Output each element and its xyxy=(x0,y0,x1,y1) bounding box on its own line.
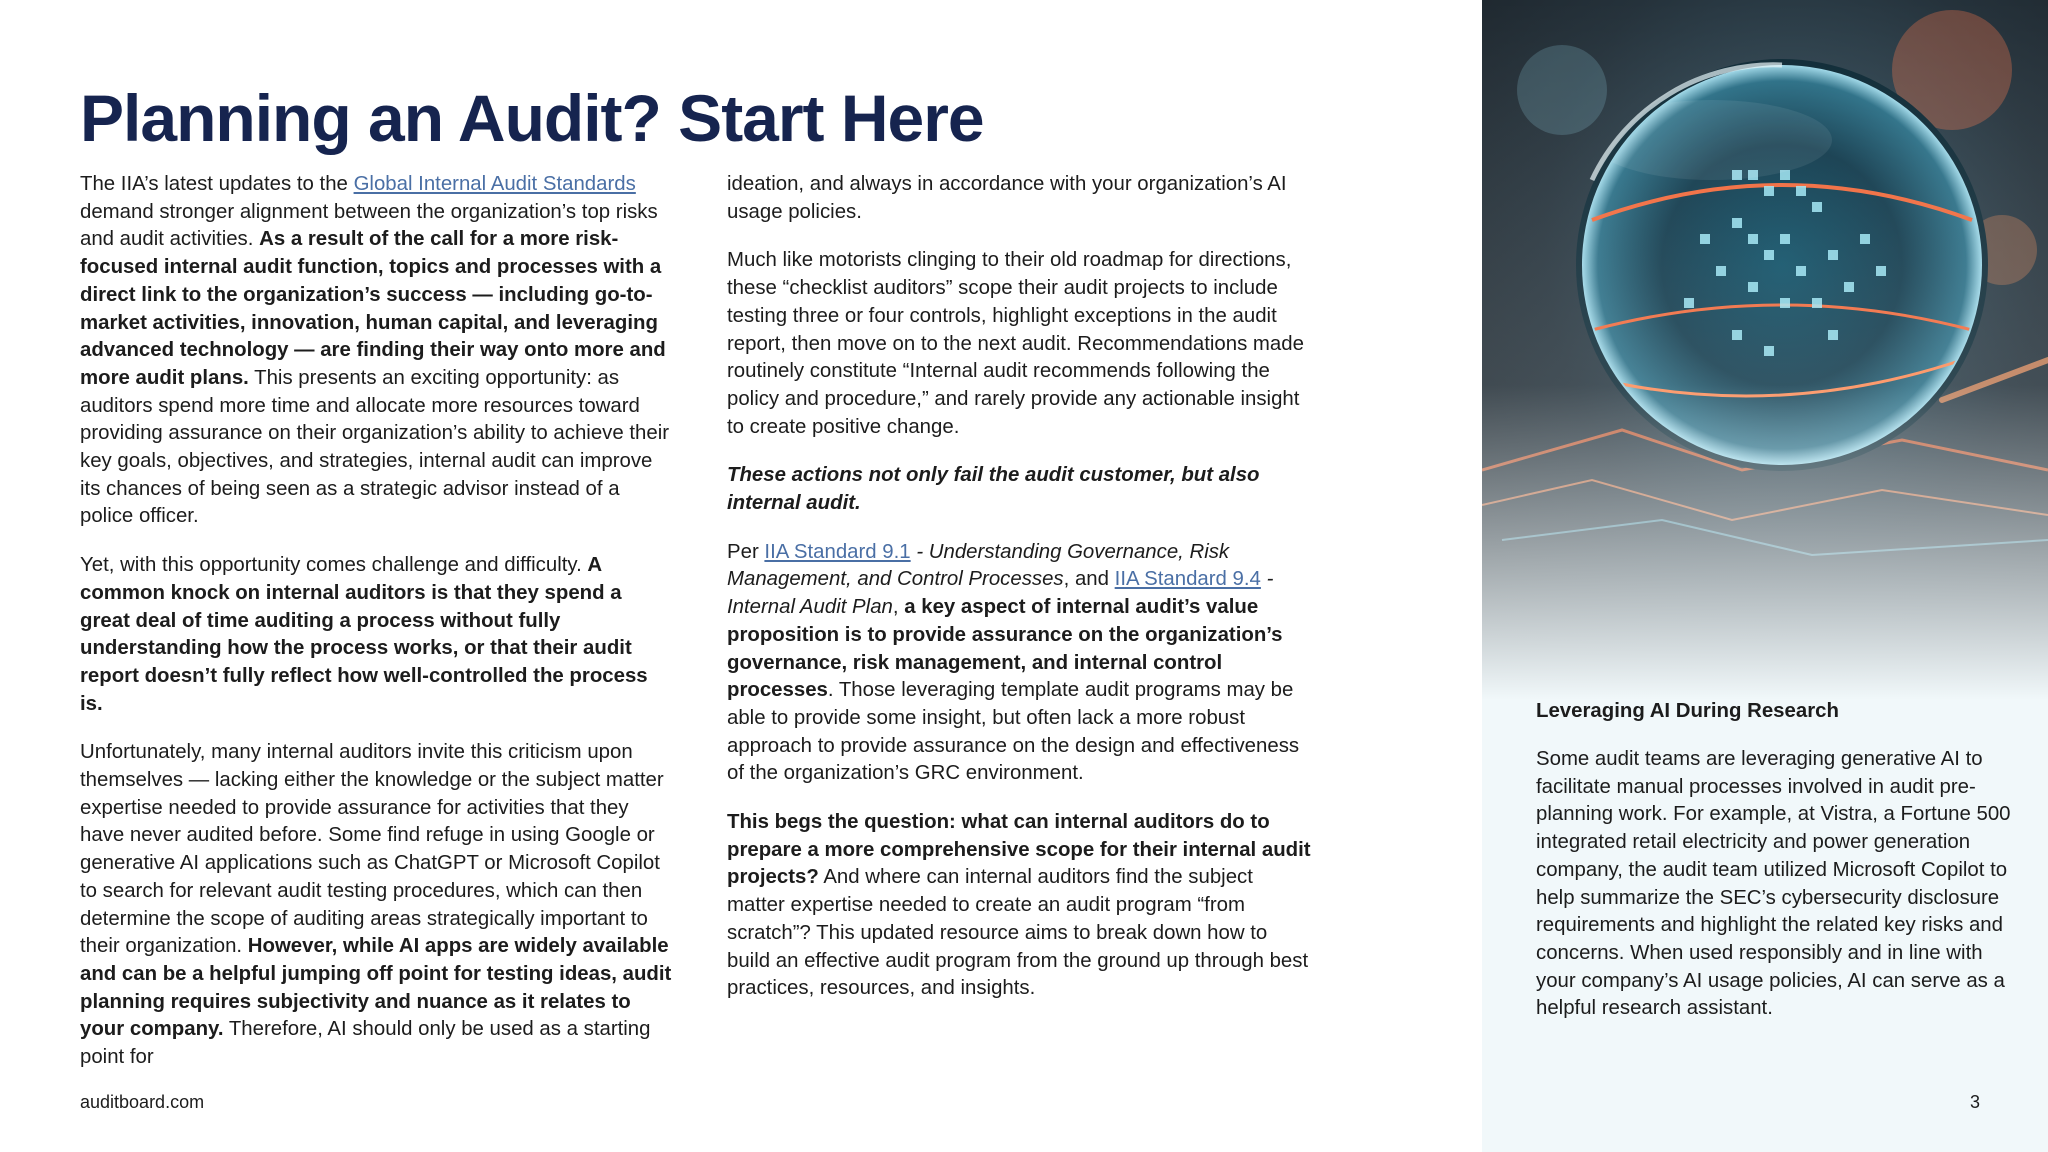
text-run: The IIA’s latest updates to the xyxy=(80,173,354,195)
bold-text-run: This begs the question: what can internal auditors do to prepare a more comprehensive scope for their internal audit projects? xyxy=(727,811,1311,889)
body-column-right xyxy=(727,171,1315,1024)
text-run: demand stronger alignment between the organization’s top risks and audit activities. xyxy=(80,200,658,251)
text-run: This presents an exciting opportunity: as auditors spend more time and allocate more resources toward providing assurance on their organization’s ability to achieve their key goals, objectives, and strategies, internal audit can improve its chances of being seen as a strategic advisor instead of a police officer. xyxy=(80,366,670,528)
sidebar-heading: Leveraging AI During Research xyxy=(1536,700,1839,722)
text-run: Therefore, AI should only be used as a starting point for xyxy=(80,1018,651,1069)
text-run: And where can internal auditors find the subject matter expertise needed to create an audit program “from scratch”? This updated resource aims to break down how to build an effective audit program from the ground up through best practices, resources, and insights. xyxy=(727,866,1309,1000)
bold-text-run: However, while AI apps are widely available and can be a helpful jumping off point for testing ideas, audit planning requires subjectivity and nuance as it relates to your company. xyxy=(80,935,672,1041)
text-run: , xyxy=(892,596,905,619)
paragraph-question xyxy=(727,809,1315,1003)
bold-text-run: A common knock on internal auditors is that they spend a great deal of time auditing a process without fully understanding how the process works, or that their audit report doesn’t fully reflect how well-controlled the process is. xyxy=(80,554,648,715)
italic-text-run: - Internal Audit Plan xyxy=(727,568,1274,619)
bold-text-run: As a result of the call for a more risk-focused internal audit function, topics and processes with a direct link to the organization’s success — including go-to-market activities, innovation, human capital, and leveraging advanced technology — are finding their way onto more and more audit plans. xyxy=(80,228,666,389)
text-run: Yet, with this opportunity comes challenge and difficulty. xyxy=(80,554,588,577)
bold-text-run: a key aspect of internal audit’s value proposition is to provide assurance on the organization’s governance, risk management, and internal control processes xyxy=(727,596,1283,702)
global-internal-audit-standards-link[interactable]: Global Internal Audit Standards xyxy=(353,173,636,195)
paragraph-iia-standards xyxy=(727,539,1315,788)
text-run: Per xyxy=(727,540,765,563)
sidebar-body-text: Some audit teams are leveraging generative AI to facilitate manual processes involved in audit pre-planning work. For example, at Vistra, a Fortune 500 integrated retail electricity and power generation company, the audit team utilized Microsoft Copilot to help summarize the SEC’s cybersecurity disclosure requirements and highlight the related key risks and concerns. When used responsibly and in line with your company’s AI usage policies, AI can serve as a helpful research assistant. xyxy=(1536,748,2011,1020)
footer-url: auditboard.com xyxy=(80,1092,205,1112)
paragraph-ideation: ideation, and always in accordance with your organization’s AI usage policies. xyxy=(727,173,1287,223)
text-run: . Those leveraging template audit programs may be able to provide some insight, but often lack a more robust approach to provide assurance on the design and effectiveness of the organization’s GRC environment. xyxy=(727,679,1300,785)
italic-text-run: - Understanding Governance, Risk Management, and Control Processes xyxy=(727,540,1230,591)
bold-italic-statement: These actions not only fail the audit customer, but also internal audit. xyxy=(727,464,1260,515)
paragraph-standards-intro xyxy=(80,171,672,531)
paragraph-checklist-auditors: Much like motorists clinging to their old roadmap for directions, these “checklist auditors” scope their audit projects to include testing three or four controls, highlight exceptions in the audit report, then move on to the next audit. Recommendations made routinely constitute “Internal audit recommends following the policy and procedure,” and rarely provide any actionable insight to create positive change. xyxy=(727,249,1304,438)
iia-standard-9-1-link[interactable]: IIA Standard 9.1 xyxy=(764,540,911,563)
text-run: , and xyxy=(1063,568,1115,591)
paragraph-criticism xyxy=(80,739,672,1071)
text-run: Unfortunately, many internal auditors invite this criticism upon themselves — lacking either the knowledge or the subject matter expertise needed to provide assurance for activities that they have never audited before. Some find refuge in using Google or generative AI applications such as ChatGPT or Microsoft Copilot to search for relevant audit testing procedures, which can then determine the scope of auditing areas strategically important to their organization. xyxy=(80,741,664,958)
paragraph-fail-customer xyxy=(727,462,1315,517)
page-title: Planning an Audit? Start Here xyxy=(80,81,984,155)
body-column-left xyxy=(80,171,672,1093)
page-number: 3 xyxy=(1969,1092,1980,1112)
sidebar-panel xyxy=(1482,0,2048,1152)
paragraph-challenge xyxy=(80,552,672,718)
magnifying-glass-circuit-image xyxy=(1482,0,2048,700)
iia-standard-9-4-link[interactable]: IIA Standard 9.4 xyxy=(1114,568,1261,591)
